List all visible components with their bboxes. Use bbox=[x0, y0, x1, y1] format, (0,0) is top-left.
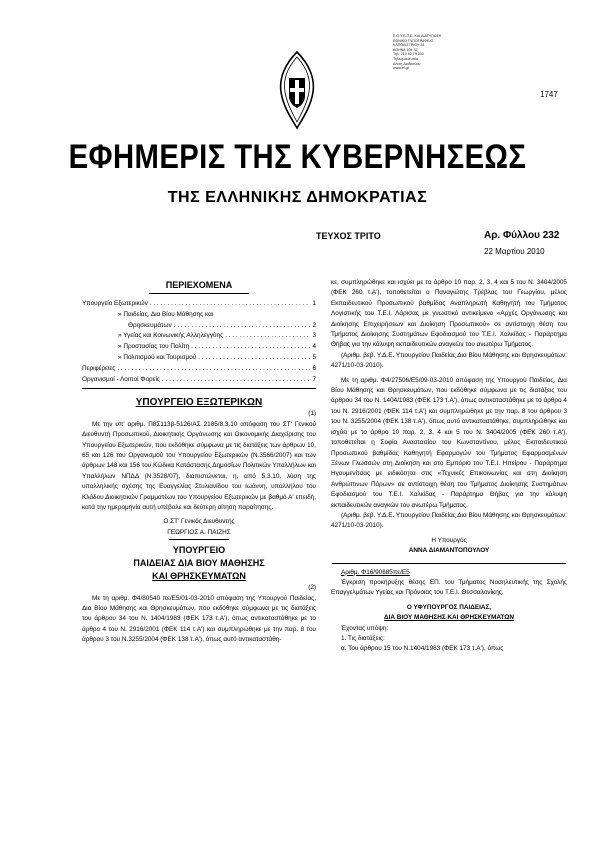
section-heading-education-3: ΚΑΙ ΘΡΗΣΚΕΥΜΑΤΩΝ bbox=[152, 571, 246, 582]
section-heading-education-1: ΥΠΟΥΡΓΕΙΟ bbox=[172, 545, 226, 556]
signature-name: ΑΝΝΑ ΔΙΑΜΑΝΤΟΠΟΥΛΟΥ bbox=[408, 547, 490, 555]
decision-subject: Έγκριση προκήρυξης θέσης ΕΠ. του Τμήματος Νοσηλευτικής της Σχολής Επαγγελμάτων Υγείας και Πρόνοιας του Τ.Ε.Ι. Θεσσαλονίκης. bbox=[331, 578, 567, 597]
gazette-title: ΕΦΗΜΕΡΙΣ ΤΗΣ ΚΥΒΕΡΝΗΣΕΩΣ bbox=[68, 138, 527, 176]
contents-item[interactable]: » Πολιτισμού και Τουρισμού . . . 5 bbox=[82, 353, 316, 364]
sheet-number: Αρ. Φύλλου 232 bbox=[484, 230, 560, 241]
signature-title: Ο ΣΤ' Γενικός Διευθυντής bbox=[163, 518, 235, 526]
contents-item[interactable]: Υπουργείο Εξωτερικών . . . 1 bbox=[82, 299, 316, 310]
right-column bbox=[331, 278, 567, 655]
coat-of-arms-icon bbox=[275, 48, 319, 132]
printer-line: ΕΘΝΙΚΟ ΤΥΠΟΓΡΑΦΕΙΟ bbox=[393, 38, 434, 43]
gazette-subtitle: ΤΗΣ ΕΛΛΗΝΙΚΗΣ ΔΗΜΟΚΡΑΤΙΑΣ bbox=[167, 189, 428, 206]
contents-item[interactable]: Οργανισμοί - Λοιποί Φορείς . . . 7 bbox=[82, 375, 316, 386]
decision-id: Αριθμ. Φ16/90685πε/Ε5 bbox=[341, 568, 410, 576]
divider bbox=[149, 293, 249, 294]
contents-heading: ΠΕΡΙΕΧΟΜΕΝΑ bbox=[165, 280, 233, 290]
decision-reference: (Αριθμ. βεβ. Υ.Δ.Ε. Υπουργείου Παιδείας Δια Βίου Μάθησης και Θρησκευμάτων: 4271/10-03-2010). bbox=[331, 351, 567, 370]
decision-text: Με την υπ' αριθμ. Π8Σ113β-5126/ΑΣ 2185/8.3.10 απόφαση του ΣΤ' Γενικού Διευθυντή Προσωπικού, Διοικητικής Οργάνωσης και Οικονομικής Διαχείρισης του Υπουργείου Εξωτερικών, που εκδόθηκε σύμφωνα με τις διατάξεις των άρθρων 10, 65 και 126 του Οργανισμού του Υπουργείου Εξωτερικών (Ν.3566/2007) και των άρθρων 148 και 156 του Κώδικα Κατάστασης Δημοσίων Πολιτικών Υπαλλήλων και Υπαλλήλων ΝΠΔΔ (Ν.3528/07), διαπιστώνεται, η, από 5.3.10, λύση της υπαλληλικής σχέσης της Ευαγγελίας Στυλιανίδου του Ιωάννη, υπαλλήλου του Κλάδου Διοικητικών Γραμματέων του Υπουργείου Εξωτερικών με βαθμό Α' επειδή, κατά την ημερομηνία αυτή υπέβαλε και δεύτερη αίτηση παραίτησης. bbox=[82, 420, 316, 512]
considerations-item: α. Του άρθρου 15 του Ν.1404/1983 (ΦΕΚ 173 τ.Α'), όπως bbox=[341, 645, 504, 653]
printer-line: Τηλεομοιοτυπία bbox=[393, 56, 418, 61]
printer-line: Δ/νση Διαδικτύου bbox=[393, 61, 421, 66]
section-heading-education-2: ΠΑΙΔΕΙΑΣ ΔΙΑ ΒΙΟΥ ΜΑΘΗΣΗΣ bbox=[133, 558, 265, 569]
printer-line: Ε.Θ.Υ.Ε.Π.Ε. ΚΑΙ ΔΙΑΤΥΠΩΣΗ bbox=[393, 34, 442, 38]
section-heading-foreign: ΥΠΟΥΡΓΕΙΟ ΕΞΩΤΕΡΙΚΩΝ bbox=[135, 397, 263, 409]
decision-text: Με τη αριθμ. Φ4/27506/Ε5/09-03-2010 απόφαση της Υπουργού Παιδείας, Δια Βίου Μάθησης και Θρησκευμάτων, που εκδόθηκε σύμφωνα με τις διατάξεις του άρθρου 34 του Ν. 1404/1983 (ΦΕΚ 173 τ.Α'), όπως αντικαταστάθηκε με το άρθρο 4 του Ν. 2916/2001 (ΦΕΚ 114 τ.Α') και συμπληρώθηκε με την παρ. 8 του άρθρου 3 του Ν. 3255/2004 (ΦΕΚ 138 τ.Α'), όπως αυτό αντικαταστάθηκε, συμπληρώθηκε και ισχύει με το άρθρο 10 παρ. 2, 3, 4 και 5 του Ν. 3404/2005 (ΦΕΚ 260 τ.Α'), τοποθετείται η Σοφία Αναστασίου του Κωνσταντίνου, μέλος Εκπαιδευτικού Προσωπικού βαθμίδας Καθηγητή Εφαρμογών του Τμήματος Εφαρμοσμένων Ξένων Γλωσσών στη Διοίκηση και στο Εμπόριο του Τ.Ε.Ι. Ηπείρου - Παράρτημα Ηγουμενίτσας με ειδικότητα στις «Τεχνικές Επικοινωνίας και στη Διοίκηση Ανθρώπινων Πόρων» σε αντίστοιχη θέση του Τμήματος Διοίκησης Συστημάτων Εφοδιασμού του Τ.Ε.Ι. Χαλκίδας - Παράρτημα Θήβας για την κάλυψη εκπαιδευτικών αναγκών του ανωτέρω Τμήματος. bbox=[331, 376, 567, 509]
issue-date: 22 Μαρτίου 2010 bbox=[484, 247, 545, 256]
contents-item[interactable]: Περιφέρειες . . . 6 bbox=[82, 364, 316, 375]
contents-list bbox=[82, 299, 316, 385]
divider bbox=[332, 563, 566, 564]
divider bbox=[169, 539, 229, 540]
decision-text: Με τη αριθμ. Φ4/80540 πε/Ε5/01-03-2010 απόφαση της Υπουργού Παιδείας, Δια Βίου Μάθησης και Θρησκευμάτων, που εκδόθηκε σύμφωνα με τις διατάξεις του άρθρου 34 του Ν. 1404/1983 (ΦΕΚ 173 τ.Α'), όπως αντικαταστάθηκε με το άρθρο 4 του Ν. 2916/2001 (ΦΕΚ 114 τ.Α') και συμπληρώθηκε με την παρ. 8 του άρθρου 3 του Ν.3255/2004 (ΦΕΚ 138 τ.Α'), όπως αυτό αντικαταστάθη- bbox=[82, 594, 316, 644]
page-number: 1747 bbox=[540, 90, 558, 99]
printer-line: Τηλ. 210 52 79 000 bbox=[393, 52, 424, 57]
printer-imprint bbox=[393, 34, 475, 71]
decision-reference: (Αριθμ. βεβ. Υ.Δ.Ε. Υπουργείου Παιδείας Δια Βίου Μάθησης και Θρησκευμάτων: 4271/10-03-2010). bbox=[331, 511, 567, 530]
signature-title: Η Υπουργός bbox=[431, 536, 467, 544]
left-column bbox=[82, 279, 316, 646]
contents-item[interactable]: » Παιδείας, Δια Βίου Μάθησης και bbox=[118, 310, 214, 318]
contents-item[interactable]: » Υγείας και Κοινωνικής Αλληλεγγύης . . . 3 bbox=[82, 331, 316, 342]
printer-line: www.et.gr bbox=[393, 66, 409, 71]
printer-line: ΑΘΗΝΑ 104 32 bbox=[393, 47, 418, 52]
authority-heading-1: Ο ΥΦΥΠΟΥΡΓΟΣ ΠΑΙΔΕΙΑΣ, bbox=[406, 603, 492, 611]
printer-line: ΚΑΠΟΔΙΣΤΡΙΟΥ 34 bbox=[393, 43, 425, 48]
considerations-item: 1. Τις διατάξεις: bbox=[341, 635, 385, 642]
authority-heading-2: ΔΙΑ ΒΙΟΥ ΜΑΘΗΣΗΣ ΚΑΙ ΘΡΗΣΚΕΥΜΑΤΩΝ bbox=[384, 614, 514, 622]
decision-text: κε, συμπληρώθηκε και ισχύει με το άρθρο 10 παρ. 2, 3, 4 και 5 του Ν. 3404/2005 (ΦΕΚ 260 τ.Α'), τοποθετείται ο Παναγιώτης Τρέβλας του Γεωργίου, μέλος Εκπαιδευτικού Προσωπικού βαθμίδας Αναπληρωτή Καθηγητή του Τμήματος Λογιστικής του Τ.Ε.Ι. Λάρισας με γνωστικό αντικείμενο «Αρχές Οργάνωσης και Διοίκησης Επιχειρήσεων και Διοίκηση Προσωπικού» σε αντίστοιχη θέση του Τμήματος Διοίκησης Συστημάτων Εφοδιασμού του Τ.Ε.Ι. Χαλκίδας - Παράρτημα Θήβας για την κάλυψη εκπαιδευτικών αναγκών του ανωτέρω Τμήματος. bbox=[331, 279, 567, 349]
contents-item[interactable]: » Προστασίας του Πολίτη . . . 4 bbox=[82, 342, 316, 353]
decision-number: (2) bbox=[308, 584, 316, 592]
decision-number: (1) bbox=[308, 410, 316, 418]
contents-item[interactable]: Θρησκευμάτων . . . 2 bbox=[82, 321, 316, 332]
considerations-intro: Έχοντας υπόψη: bbox=[341, 624, 389, 632]
divider bbox=[82, 388, 316, 389]
issue-label: ΤΕΥΧΟΣ ΤΡΙΤΟ bbox=[316, 231, 381, 241]
signature-name: ΓΕΩΡΓΙΟΣ Α. ΠΑΙΖΗΣ bbox=[167, 528, 231, 536]
